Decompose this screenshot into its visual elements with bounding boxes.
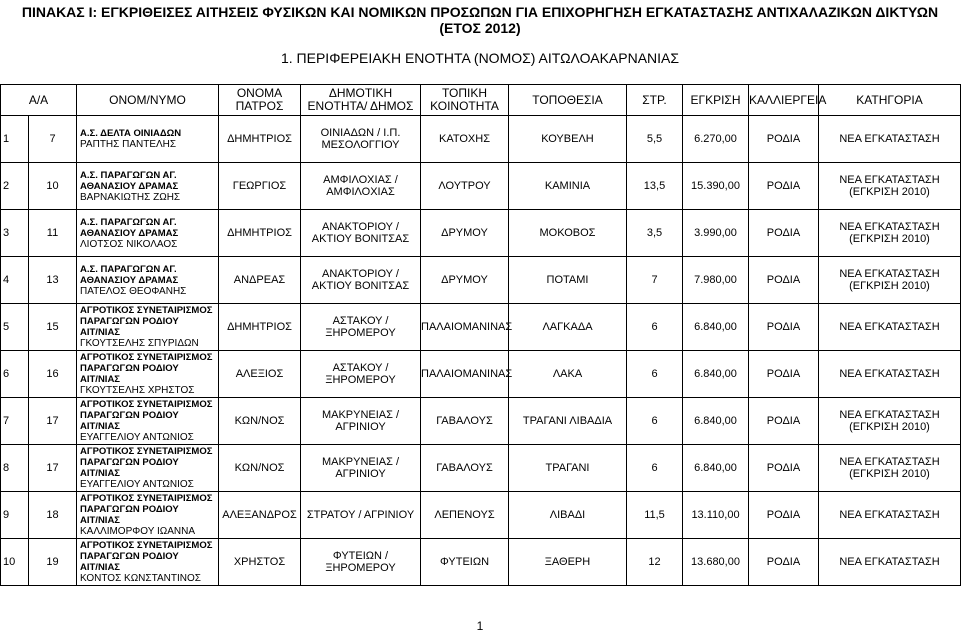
area: 7 (627, 257, 683, 304)
municipality: ΑΝΑΚΤΟΡΙΟΥ / ΑΚΤΙΟΥ ΒΟΝΙΤΣΑΣ (301, 210, 421, 257)
col-approval: ΕΓΚΡΙΣΗ (683, 85, 749, 116)
location: ΛΙΒΑΔΙ (509, 492, 627, 539)
municipality: ΑΣΤΑΚΟΥ / ΞΗΡΟΜΕΡΟΥ (301, 304, 421, 351)
col-local: ΤΟΠΙΚΗ ΚΟΙΝΟΤΗΤΑ (421, 85, 509, 116)
organization-line: ΑΘΑΝΑΣΙΟΥ ΔΡΑΜΑΣ (80, 274, 179, 286)
approval-amount: 7.980,00 (683, 257, 749, 304)
crop: ΡΟΔΙΑ (749, 116, 819, 163)
organization-line: Α.Σ. ΠΑΡΑΓΩΓΩΝ ΑΓ. (80, 263, 177, 275)
col-aa: Α/Α (1, 85, 77, 116)
category: ΝΕΑ ΕΓΚΑΤΑΣΤΑΣΗ (819, 304, 961, 351)
organization-line: Α.Σ. ΔΕΛΤΑ ΟΙΝΙΑΔΩΝ (80, 128, 182, 139)
row-number: 7 (1, 398, 29, 445)
organization-line: ΑΙΤ/ΝΙΑΣ (80, 421, 121, 432)
approval-amount: 13.110,00 (683, 492, 749, 539)
row-number: 5 (1, 304, 29, 351)
category: ΝΕΑ ΕΓΚΑΤΑΣΤΑΣΗ (819, 539, 961, 586)
approval-amount: 13.680,00 (683, 539, 749, 586)
location: ΛΑΓΚΑΔΑ (509, 304, 627, 351)
category: ΝΕΑ ΕΓΚΑΤΑΣΤΑΣΗ (ΕΓΚΡΙΣΗ 2010) (819, 257, 961, 304)
municipality: ΜΑΚΡΥΝΕΙΑΣ / ΑΓΡΙΝΙΟΥ (301, 398, 421, 445)
table-row (1, 163, 961, 210)
owner-cell (77, 163, 219, 210)
area: 6 (627, 445, 683, 492)
owner-cell (77, 492, 219, 539)
municipality: ΑΣΤΑΚΟΥ / ΞΗΡΟΜΕΡΟΥ (301, 351, 421, 398)
row-number: 1 (1, 116, 29, 163)
col-location: ΤΟΠΟΘΕΣΙΑ (509, 85, 627, 116)
approval-amount: 6.270,00 (683, 116, 749, 163)
approval-amount: 6.840,00 (683, 398, 749, 445)
local-community: ΓΑΒΑΛΟΥΣ (421, 445, 509, 492)
col-name: ΟΝΟΜ/ΝΥΜΟ (77, 85, 219, 116)
organization-line: ΑΓΡΟΤΙΚΟΣ ΣΥΝΕΤΑΙΡΙΣΜΟΣ (80, 305, 213, 316)
crop: ΡΟΔΙΑ (749, 539, 819, 586)
organization-line: ΠΑΡΑΓΩΓΩΝ ΡΟΔΙΟΥ (80, 410, 179, 421)
organization-line: ΠΑΡΑΓΩΓΩΝ ΡΟΔΙΟΥ (80, 316, 179, 327)
application-id: 15 (29, 304, 77, 351)
title-line-2: (ΕΤΟΣ 2012) (439, 20, 521, 36)
location: ΤΡΑΓΑΝΙ (509, 445, 627, 492)
location: ΚΑΜΙΝΙΑ (509, 163, 627, 210)
approval-amount: 6.840,00 (683, 351, 749, 398)
location: ΤΡΑΓΑΝΙ ΛΙΒΑΔΙΑ (509, 398, 627, 445)
col-father: ΟΝΟΜΑ ΠΑΤΡΟΣ (219, 85, 301, 116)
organization-line: ΠΑΡΑΓΩΓΩΝ ΡΟΔΙΟΥ (80, 504, 179, 515)
location: ΞΑΘΕΡΗ (509, 539, 627, 586)
area: 6 (627, 304, 683, 351)
application-id: 11 (29, 210, 77, 257)
organization-line: ΑΘΑΝΑΣΙΟΥ ΔΡΑΜΑΣ (80, 180, 179, 192)
row-number: 6 (1, 351, 29, 398)
applicant-name: ΡΑΠΤΗΣ ΠΑΝΤΕΛΗΣ (80, 139, 177, 150)
document-title (0, 4, 960, 36)
row-number: 9 (1, 492, 29, 539)
local-community: ΠΑΛΑΙΟΜΑΝΙΝΑΣ (421, 304, 509, 351)
local-community: ΛΕΠΕΝΟΥΣ (421, 492, 509, 539)
father-name: ΚΩΝ/ΝΟΣ (219, 398, 301, 445)
crop: ΡΟΔΙΑ (749, 445, 819, 492)
table-header-row (1, 85, 961, 116)
organization-line: ΑΙΤ/ΝΙΑΣ (80, 468, 121, 479)
page-number: 1 (476, 619, 484, 633)
organization-line: ΑΙΤ/ΝΙΑΣ (80, 515, 121, 526)
crop: ΡΟΔΙΑ (749, 304, 819, 351)
owner-cell (77, 539, 219, 586)
father-name: ΔΗΜΗΤΡΙΟΣ (219, 116, 301, 163)
municipality: ΑΝΑΚΤΟΡΙΟΥ / ΑΚΤΙΟΥ ΒΟΝΙΤΣΑΣ (301, 257, 421, 304)
table-row (1, 398, 961, 445)
application-id: 17 (29, 398, 77, 445)
applicant-name: ΓΚΟΥΤΣΕΛΗΣ ΣΠΥΡΙΔΩΝ (80, 338, 199, 349)
category: ΝΕΑ ΕΓΚΑΤΑΣΤΑΣΗ (ΕΓΚΡΙΣΗ 2010) (819, 210, 961, 257)
category: ΝΕΑ ΕΓΚΑΤΑΣΤΑΣΗ (819, 351, 961, 398)
row-number: 10 (1, 539, 29, 586)
area: 11,5 (627, 492, 683, 539)
applicant-name: ΕΥΑΓΓΕΛΙΟΥ ΑΝΤΩΝΙΟΣ (80, 432, 194, 443)
municipality: ΜΑΚΡΥΝΕΙΑΣ / ΑΓΡΙΝΙΟΥ (301, 445, 421, 492)
location: ΜΟΚΟΒΟΣ (509, 210, 627, 257)
local-community: ΦΥΤΕΙΩΝ (421, 539, 509, 586)
col-crop: ΚΑΛΛΙΕΡΓΕΙΑ (749, 85, 819, 116)
row-number: 2 (1, 163, 29, 210)
crop: ΡΟΔΙΑ (749, 163, 819, 210)
category: ΝΕΑ ΕΓΚΑΤΑΣΤΑΣΗ (ΕΓΚΡΙΣΗ 2010) (819, 163, 961, 210)
organization-line: ΠΑΡΑΓΩΓΩΝ ΡΟΔΙΟΥ (80, 457, 179, 468)
father-name: ΑΝΔΡΕΑΣ (219, 257, 301, 304)
category: ΝΕΑ ΕΓΚΑΤΑΣΤΑΣΗ (ΕΓΚΡΙΣΗ 2010) (819, 398, 961, 445)
row-number: 3 (1, 210, 29, 257)
application-id: 17 (29, 445, 77, 492)
area: 5,5 (627, 116, 683, 163)
local-community: ΠΑΛΑΙΟΜΑΝΙΝΑΣ (421, 351, 509, 398)
organization-line: ΠΑΡΑΓΩΓΩΝ ΡΟΔΙΟΥ (80, 551, 179, 562)
application-id: 16 (29, 351, 77, 398)
table-row (1, 116, 961, 163)
application-id: 19 (29, 539, 77, 586)
owner-cell (77, 304, 219, 351)
applicant-name: ΓΚΟΥΤΣΕΛΗΣ ΧΡΗΣΤΟΣ (80, 385, 195, 396)
applicant-name: ΛΙΟΤΣΟΣ ΝΙΚΟΛΑΟΣ (80, 238, 178, 250)
approval-amount: 3.990,00 (683, 210, 749, 257)
crop: ΡΟΔΙΑ (749, 210, 819, 257)
father-name: ΑΛΕΞΙΟΣ (219, 351, 301, 398)
owner-cell (77, 398, 219, 445)
area: 6 (627, 351, 683, 398)
organization-line: Α.Σ. ΠΑΡΑΓΩΓΩΝ ΑΓ. (80, 216, 177, 228)
table-row (1, 304, 961, 351)
approval-amount: 15.390,00 (683, 163, 749, 210)
application-id: 13 (29, 257, 77, 304)
owner-cell (77, 210, 219, 257)
municipality: ΦΥΤΕΙΩΝ / ΞΗΡΟΜΕΡΟΥ (301, 539, 421, 586)
local-community: ΔΡΥΜΟΥ (421, 210, 509, 257)
application-id: 7 (29, 116, 77, 163)
owner-cell (77, 445, 219, 492)
organization-line: ΑΓΡΟΤΙΚΟΣ ΣΥΝΕΤΑΙΡΙΣΜΟΣ (80, 540, 213, 551)
father-name: ΚΩΝ/ΝΟΣ (219, 445, 301, 492)
col-municipality: ΔΗΜΟΤΙΚΗ ΕΝΟΤΗΤΑ/ ΔΗΜΟΣ (301, 85, 421, 116)
row-number: 4 (1, 257, 29, 304)
category: ΝΕΑ ΕΓΚΑΤΑΣΤΑΣΗ (ΕΓΚΡΙΣΗ 2010) (819, 445, 961, 492)
crop: ΡΟΔΙΑ (749, 398, 819, 445)
approval-amount: 6.840,00 (683, 304, 749, 351)
organization-line: ΑΙΤ/ΝΙΑΣ (80, 374, 121, 385)
father-name: ΧΡΗΣΤΟΣ (219, 539, 301, 586)
owner-cell (77, 116, 219, 163)
organization-line: ΑΘΑΝΑΣΙΟΥ ΔΡΑΜΑΣ (80, 227, 179, 239)
table-row (1, 210, 961, 257)
crop: ΡΟΔΙΑ (749, 351, 819, 398)
local-community: ΓΑΒΑΛΟΥΣ (421, 398, 509, 445)
father-name: ΔΗΜΗΤΡΙΟΣ (219, 210, 301, 257)
owner-cell (77, 351, 219, 398)
organization-line: Α.Σ. ΠΑΡΑΓΩΓΩΝ ΑΓ. (80, 169, 177, 181)
category: ΝΕΑ ΕΓΚΑΤΑΣΤΑΣΗ (819, 492, 961, 539)
col-area: ΣΤΡ. (627, 85, 683, 116)
organization-line: ΠΑΡΑΓΩΓΩΝ ΡΟΔΙΟΥ (80, 363, 179, 374)
row-number: 8 (1, 445, 29, 492)
area: 3,5 (627, 210, 683, 257)
organization-line: ΑΙΤ/ΝΙΑΣ (80, 562, 121, 573)
local-community: ΚΑΤΟΧΗΣ (421, 116, 509, 163)
application-id: 10 (29, 163, 77, 210)
crop: ΡΟΔΙΑ (749, 257, 819, 304)
col-category: ΚΑΤΗΓΟΡΙΑ (819, 85, 961, 116)
owner-cell (77, 257, 219, 304)
table-row (1, 257, 961, 304)
father-name: ΔΗΜΗΤΡΙΟΣ (219, 304, 301, 351)
applicant-name: ΠΑΤΕΛΟΣ ΘΕΟΦΑΝΗΣ (80, 285, 187, 297)
local-community: ΔΡΥΜΟΥ (421, 257, 509, 304)
organization-line: ΑΓΡΟΤΙΚΟΣ ΣΥΝΕΤΑΙΡΙΣΜΟΣ (80, 399, 213, 410)
area: 13,5 (627, 163, 683, 210)
area: 12 (627, 539, 683, 586)
table-row (1, 492, 961, 539)
title-line-1: ΠΙΝΑΚΑΣ Ι: ΕΓΚΡΙΘΕΙΣΕΣ ΑΙΤΗΣΕΙΣ ΦΥΣΙΚΩΝ ΚΑΙ ΝΟΜΙΚΩΝ ΠΡΟΣΩΠΩΝ ΓΙΑ ΕΠΙΧΟΡΗΓΗΣΗ ΕΓΚΑΤΑΣΤΑΣΗΣ ΑΝΤΙΧΑΛΑΖΙΚΩΝ ΔΙΚΤΥΩΝ (21, 4, 939, 20)
municipality: ΣΤΡΑΤΟΥ / ΑΓΡΙΝΙΟΥ (301, 492, 421, 539)
organization-line: ΑΓΡΟΤΙΚΟΣ ΣΥΝΕΤΑΙΡΙΣΜΟΣ (80, 352, 213, 363)
father-name: ΓΕΩΡΓΙΟΣ (219, 163, 301, 210)
table-row (1, 539, 961, 586)
applicant-name: ΚΟΝΤΟΣ ΚΩΝΣΤΑΝΤΙΝΟΣ (80, 573, 201, 584)
location: ΚΟΥΒΕΛΗ (509, 116, 627, 163)
applicant-name: ΕΥΑΓΓΕΛΙΟΥ ΑΝΤΩΝΙΟΣ (80, 479, 194, 490)
organization-line: ΑΓΡΟΤΙΚΟΣ ΣΥΝΕΤΑΙΡΙΣΜΟΣ (80, 446, 213, 457)
father-name: ΑΛΕΞΑΝΔΡΟΣ (219, 492, 301, 539)
table-row (1, 351, 961, 398)
area: 6 (627, 398, 683, 445)
application-id: 18 (29, 492, 77, 539)
applicant-name: ΒΑΡΝΑΚΙΩΤΗΣ ΖΩΗΣ (80, 191, 181, 203)
location: ΛΑΚΑ (509, 351, 627, 398)
category: ΝΕΑ ΕΓΚΑΤΑΣΤΑΣΗ (819, 116, 961, 163)
applicant-name: ΚΑΛΛΙΜΟΡΦΟΥ ΙΩΑΝΝΑ (80, 526, 195, 537)
municipality: ΑΜΦΙΛΟΧΙΑΣ / ΑΜΦΙΛΟΧΙΑΣ (301, 163, 421, 210)
municipality: ΟΙΝΙΑΔΩΝ / Ι.Π. ΜΕΣΟΛΟΓΓΙΟΥ (301, 116, 421, 163)
local-community: ΛΟΥΤΡΟΥ (421, 163, 509, 210)
organization-line: ΑΓΡΟΤΙΚΟΣ ΣΥΝΕΤΑΙΡΙΣΜΟΣ (80, 493, 213, 504)
table-row (1, 445, 961, 492)
region-subtitle: 1. ΠΕΡΙΦΕΡΕΙΑΚΗ ΕΝΟΤΗΤΑ (ΝΟΜΟΣ) ΑΙΤΩΛΟΑΚΑΡΝΑΝΙΑΣ (280, 50, 680, 66)
approvals-table (0, 84, 961, 586)
approval-amount: 6.840,00 (683, 445, 749, 492)
crop: ΡΟΔΙΑ (749, 492, 819, 539)
organization-line: ΑΙΤ/ΝΙΑΣ (80, 327, 121, 338)
location: ΠΟΤΑΜΙ (509, 257, 627, 304)
